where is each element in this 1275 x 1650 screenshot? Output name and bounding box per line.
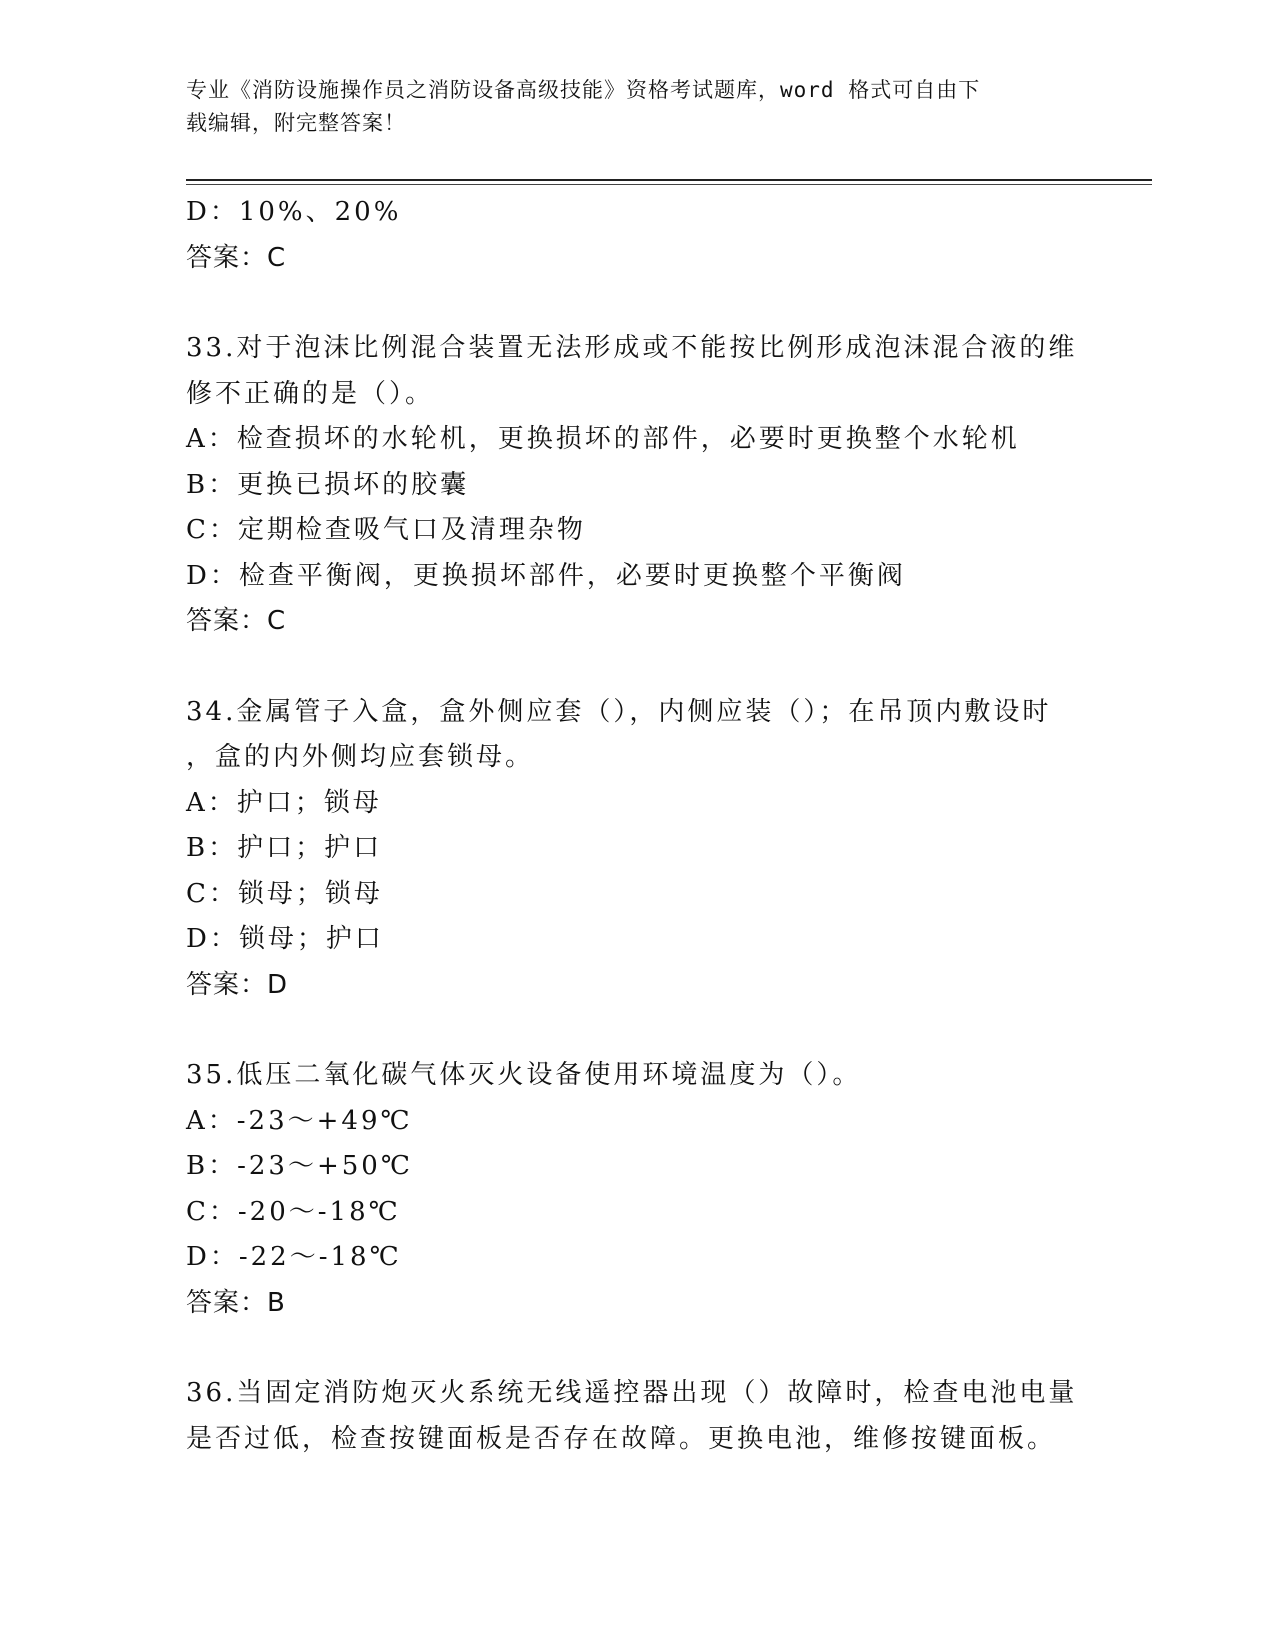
document-header: [186, 74, 1086, 140]
answer-line: 答案：B: [186, 1287, 286, 1318]
header-line-2: 载编辑，附完整答案！: [186, 111, 406, 135]
previous-question-tail: [186, 190, 1086, 281]
option-c: C：-20～-18℃: [186, 1196, 401, 1227]
question-stem-line: 修不正确的是（）。: [186, 378, 435, 409]
option-c: C：锁母；锁母: [186, 878, 383, 909]
option-d: D：锁母；护口: [186, 924, 384, 954]
header-divider-thin: [186, 184, 1152, 185]
option-b: B：护口；护口: [186, 833, 383, 863]
answer-line: 答案：D: [186, 969, 289, 1000]
question-stem-line: 33.对于泡沫比例混合装置无法形成或不能按比例形成泡沫混合液的维: [186, 333, 1078, 363]
option-c: C：定期检查吸气口及清理杂物: [186, 515, 586, 545]
option-b: B：更换已损坏的胶囊: [186, 469, 470, 500]
question-stem-line: 36.当固定消防炮灭火系统无线遥控器出现（）故障时，检查电池电量: [186, 1378, 1078, 1408]
option-b: B：-23～+50℃: [186, 1151, 413, 1181]
question-content: [186, 190, 1086, 1462]
question-stem-line: 34.金属管子入盒，盒外侧应套（），内侧应装（）；在吊顶内敷设时: [186, 696, 1052, 727]
answer-line: 答案：C: [186, 606, 287, 636]
question-stem-line: 35.低压二氧化碳气体灭火设备使用环境温度为（）。: [186, 1060, 862, 1090]
answer-line: 答案：C: [186, 242, 287, 273]
header-line-1: 专业《消防设施操作员之消防设备高级技能》资格考试题库，word 格式可自由下: [186, 78, 981, 102]
option-d: D：10%、20%: [186, 197, 402, 227]
question-stem-line: 是否过低，检查按键面板是否存在故障。更换电池，维修按键面板。: [186, 1423, 1057, 1454]
option-a: A：-23～+49℃: [186, 1105, 413, 1136]
question-34: [186, 690, 1086, 1009]
option-a: A：检查损坏的水轮机，更换损坏的部件，必要时更换整个水轮机: [186, 424, 1020, 454]
question-33: [186, 326, 1086, 645]
question-36: [186, 1371, 1086, 1462]
option-a: A：护口；锁母: [186, 787, 382, 818]
question-35: [186, 1053, 1086, 1326]
question-stem-line: ，盒的内外侧均应套锁母。: [186, 742, 535, 772]
option-d: D：检查平衡阀，更换损坏部件，必要时更换整个平衡阀: [186, 560, 906, 591]
option-d: D：-22～-18℃: [186, 1242, 402, 1272]
header-divider-thick: [186, 179, 1152, 181]
